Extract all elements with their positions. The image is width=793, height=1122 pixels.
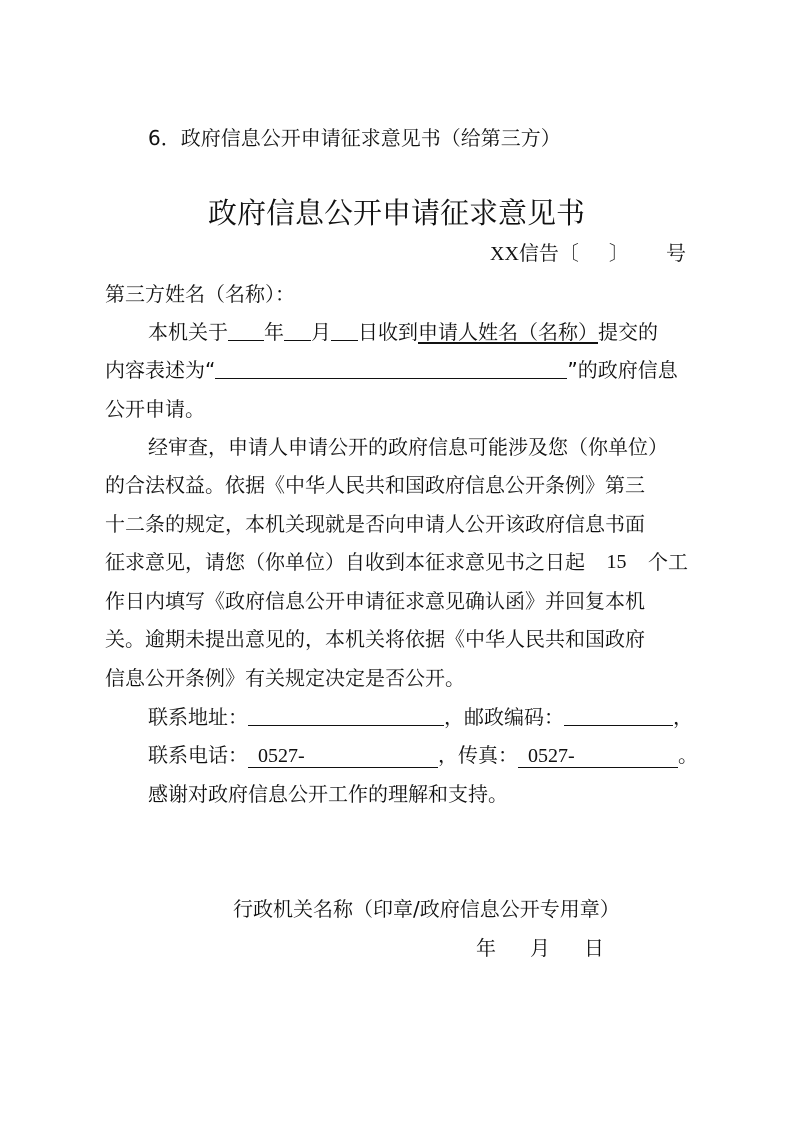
para2-line4-text: 征求意见，请您（你单位）自收到本征求意见书之日起	[105, 550, 585, 574]
para2-line4	[105, 550, 688, 574]
address-end-comma: ，	[673, 705, 693, 729]
phone-label: 联系电话：	[148, 743, 248, 767]
fax-label: ，传真：	[438, 743, 518, 767]
working-days-number: 15	[606, 551, 627, 573]
contact-address-line	[148, 705, 693, 729]
para2-line3: 十二条的规定，本机关现就是否向申请人公开该政府信息书面	[105, 512, 645, 536]
doc-number-suffix: 号	[666, 241, 686, 265]
date-month: 月	[530, 936, 550, 960]
fax-blank[interactable]	[518, 745, 678, 768]
para2-line2: 的合法权益。依据《中华人民共和国政府信息公开条例》第三	[105, 473, 645, 497]
agency-signature: 行政机关名称（印章/政府信息公开专用章）	[233, 897, 620, 921]
para1-line1	[148, 320, 658, 344]
doc-number-prefix: XX	[490, 243, 519, 265]
para1-line3: 公开申请。	[105, 397, 205, 421]
addressee-line: 第三方姓名（名称）：	[105, 282, 295, 306]
contact-phone-line	[148, 743, 698, 768]
phone-blank[interactable]	[248, 745, 438, 768]
phone-end-period: 。	[678, 743, 698, 767]
doc-number-mid: 信告〔	[518, 241, 579, 265]
year-blank[interactable]	[228, 320, 264, 341]
para2-line1: 经审查，申请人申请公开的政府信息可能涉及您（你单位）	[148, 435, 668, 459]
day-blank[interactable]	[331, 320, 358, 341]
phone-prefix: 0527-	[258, 745, 305, 767]
document-title: 政府信息公开申请征求意见书	[207, 196, 585, 230]
month-blank[interactable]	[284, 320, 311, 341]
content-label: 内容表述为“	[105, 358, 216, 382]
thanks-line: 感谢对政府信息公开工作的理解和支持。	[148, 782, 508, 806]
postcode-blank[interactable]	[564, 705, 673, 726]
year-label: 年	[264, 320, 284, 344]
postcode-label: ，邮政编码：	[444, 705, 564, 729]
para2-line5: 作日内填写《政府信息公开申请征求意见确认函》并回复本机	[105, 589, 645, 613]
para1-line2	[105, 358, 678, 382]
content-description-blank[interactable]	[215, 358, 567, 379]
date-day: 日	[584, 936, 604, 960]
doc-number-close: 〕	[608, 241, 629, 265]
para2-line7: 信息公开条例》有关规定决定是否公开。	[105, 666, 465, 690]
para2-line6: 关。逾期未提出意见的，本机关将依据《中华人民共和国政府	[105, 627, 645, 651]
section-heading: 6．政府信息公开申请征求意见书（给第三方）	[148, 126, 561, 150]
para2-line4-end: 个工	[648, 550, 688, 574]
submitted-label: 提交的	[598, 320, 658, 344]
content-end-label: ”的政府信息	[567, 358, 678, 382]
document-number	[490, 241, 629, 266]
day-received-label: 日收到	[358, 320, 418, 344]
month-label: 月	[311, 320, 331, 344]
address-label: 联系地址：	[148, 705, 248, 729]
date-year: 年	[476, 936, 496, 960]
address-blank[interactable]	[248, 705, 444, 726]
applicant-name-field: 申请人姓名（名称）	[418, 320, 598, 344]
para1-text: 本机关于	[148, 320, 228, 344]
fax-prefix: 0527-	[528, 745, 575, 767]
